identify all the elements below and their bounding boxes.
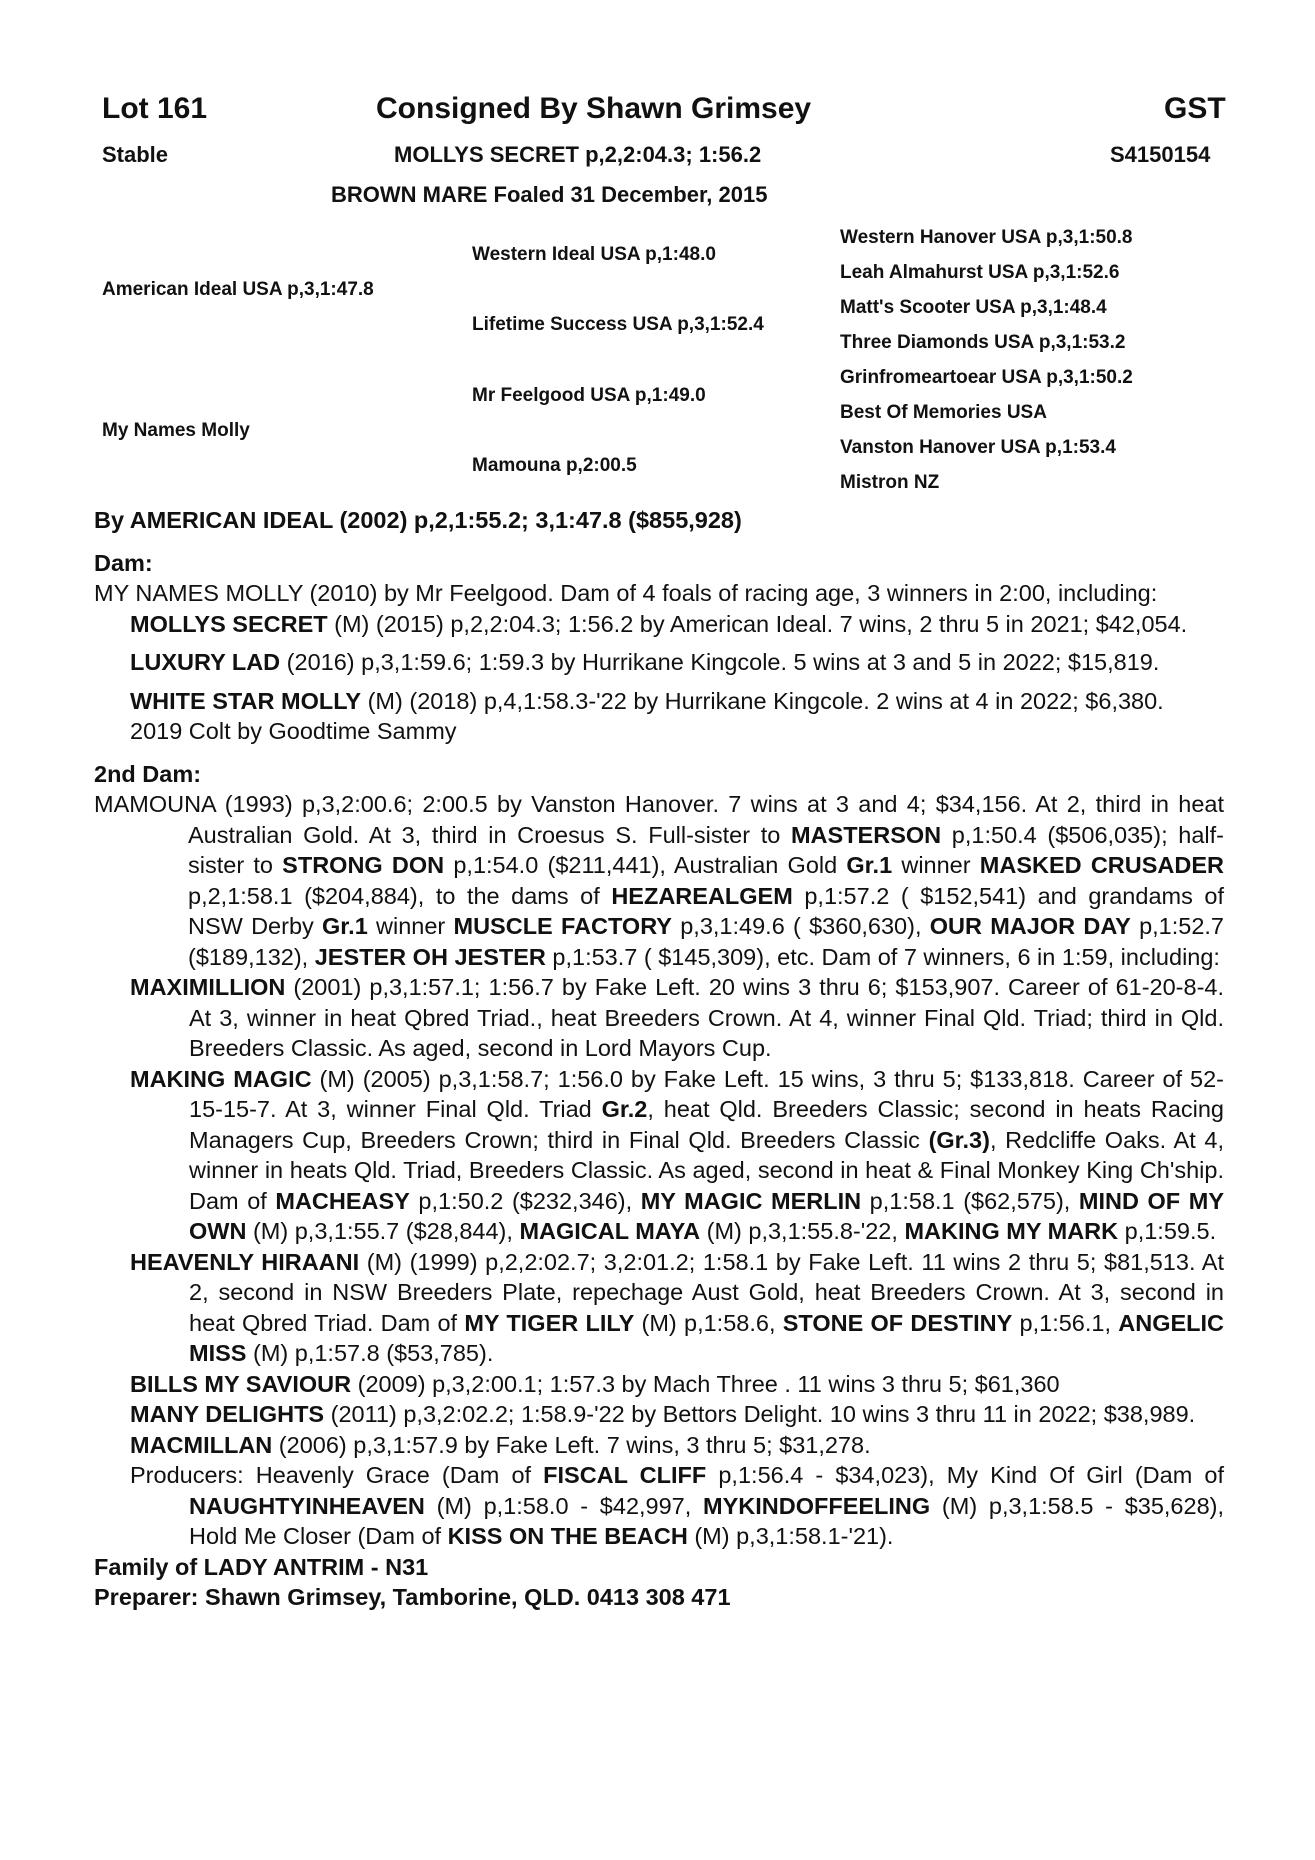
text-run: (M) p,3,1:55.7 ($28,844),	[246, 1218, 520, 1244]
bold-name-run: FISCAL CLIFF	[543, 1462, 707, 1488]
pedigree-sire-sire: Western Ideal USA p,1:48.0	[472, 244, 716, 265]
bold-name-run: Gr.1	[322, 913, 368, 939]
bold-name-run: HEAVENLY HIRAANI	[130, 1248, 360, 1275]
pedigree-sire: American Ideal USA p,3,1:47.8	[102, 279, 374, 300]
bold-name-run: MASKED CRUSADER	[979, 852, 1224, 878]
bold-name-run: OUR MAJOR DAY	[929, 913, 1131, 939]
bold-name-run: MAKING MAGIC	[130, 1065, 312, 1092]
text-run: (M) p,1:58.6,	[634, 1309, 783, 1336]
bold-name-run: MAXIMILLION	[130, 974, 286, 1000]
foal-name: MOLLYS SECRET	[130, 610, 328, 637]
second-dam-intro	[94, 789, 1224, 972]
bold-name-run: JESTER OH JESTER	[314, 943, 546, 970]
bold-name-run: MACMILLAN	[130, 1431, 273, 1458]
pedigree-gen3-1: Western Hanover USA p,3,1:50.8	[840, 227, 1133, 248]
preparer-line: Preparer: Shawn Grimsey, Tamborine, QLD. 0413 308 471	[94, 1584, 731, 1610]
bold-name-run: (Gr.3)	[928, 1126, 990, 1153]
offspring-entry	[130, 1399, 1224, 1430]
text-run: (2011) p,3,2:02.2; 1:58.9-'22 by Bettors Delight. 10 wins 3 thru 11 in 2022; $38,989.	[324, 1401, 1196, 1427]
text-run: MAMOUNA (1993) p,3,2:00.6; 2:00.5 by Vanston Hanover. 7 wins at 3 and 4; $34,156. At 2, third in heat Australian Gold. At 3, third in Croesus S. Full-sister to	[94, 791, 1224, 848]
pedigree-gen3-2: Leah Almahurst USA p,3,1:52.6	[840, 262, 1120, 283]
producers-entry	[130, 1460, 1224, 1552]
text-run: p,1:50.4 ($506,035); half-sister to	[188, 821, 1224, 878]
text-run: p,1:57.2 ( $152,541) and grandams of NSW Derby	[188, 882, 1224, 939]
dam-heading: Dam:	[94, 549, 153, 576]
bold-name-run: MY MAGIC MERLIN	[640, 1187, 862, 1214]
text-run: p,1:53.7 ( $145,309), etc. Dam of 7 winners, 6 in 1:59, including:	[545, 943, 1220, 970]
bold-name-run: HEZAREALGEM	[611, 882, 793, 909]
foal-details: (2016) p,3,1:59.6; 1:59.3 by Hurrikane Kingcole. 5 wins at 3 and 5 in 2022; $15,819.	[280, 649, 1160, 675]
text-run: (2006) p,3,1:57.9 by Fake Left. 7 wins, 3 thru 5; $31,278.	[272, 1431, 871, 1458]
foal-entry	[130, 609, 1224, 640]
foal-details: (M) (2018) p,4,1:58.3-'22 by Hurrikane Kingcole. 2 wins at 4 in 2022; $6,380.	[361, 687, 1164, 714]
pedigree-dam-sire: Mr Feelgood USA p,1:49.0	[472, 385, 706, 406]
bold-name-run: KISS ON THE BEACH	[447, 1523, 688, 1549]
pedigree-gen3-3: Matt's Scooter USA p,3,1:48.4	[840, 297, 1107, 318]
gst-label: GST	[1164, 92, 1226, 125]
text-run: winner	[892, 852, 980, 878]
text-run: , heat Qld. Breeders Classic; second in heats Racing Managers Cup, Breeders Crown; third in Final Qld. Breeders Classic	[189, 1096, 1224, 1153]
offspring-entry	[130, 1369, 1224, 1400]
pedigree-sire-dam: Lifetime Success USA p,3,1:52.4	[472, 314, 764, 335]
bold-name-run: MY TIGER LILY	[464, 1309, 635, 1336]
bold-name-run: MASTERSON	[790, 821, 942, 848]
bold-name-run: STRONG DON	[282, 852, 445, 878]
pedigree-dam: My Names Molly	[102, 420, 250, 441]
sire-line: By AMERICAN IDEAL (2002) p,2,1:55.2; 3,1:47.8 ($855,928)	[94, 507, 742, 533]
bold-name-run: MIND OF MY OWN	[189, 1187, 1224, 1244]
second-dam-heading: 2nd Dam:	[94, 760, 202, 787]
text-run: p,1:58.1 ($62,575),	[861, 1187, 1079, 1214]
lot-number: Lot 161	[102, 92, 208, 125]
horse-name-line: MOLLYS SECRET p,2,2:04.3; 1:56.2	[394, 142, 762, 167]
bold-name-run: MYKINDOFFEELING	[703, 1492, 931, 1519]
consignor-title: Consigned By Shawn Grimsey	[376, 92, 812, 125]
text-run: p,2,1:58.1 ($204,884), to the dams of	[188, 882, 612, 909]
foal-details: (M) (2015) p,2,2:04.3; 1:56.2 by American Ideal. 7 wins, 2 thru 5 in 2021; $42,054.	[327, 610, 1188, 637]
text-run: (2001) p,3,1:57.1; 1:56.7 by Fake Left. 20 wins 3 thru 6; $153,907. Career of 61-20-8-4. At 3, winner in heat Qbred Triad., heat Breeders Crown. At 4, winner Final Qld. Triad; third in Qld. Breeders Classic. As aged, second in Lord Mayors Cup.	[189, 974, 1224, 1061]
family-line: Family of LADY ANTRIM - N31	[94, 1553, 429, 1580]
text-run: (M) p,3,1:58.5 - $35,628), Hold Me Closer (Dam of	[189, 1492, 1224, 1549]
pedigree-dam-dam: Mamouna p,2:00.5	[472, 455, 637, 476]
text-run: (M) (2005) p,3,1:58.7; 1:56.0 by Fake Left. 15 wins, 3 thru 5; $133,818. Career of 52-15-15-7. At 3, winner Final Qld. Triad	[189, 1065, 1224, 1122]
text-run: p,1:59.5.	[1118, 1218, 1217, 1244]
horse-description: BROWN MARE Foaled 31 December, 2015	[331, 182, 768, 207]
text-run: , Redcliffe Oaks. At 4, winner in heats Qld. Triad, Breeders Classic. As aged, second in heat & Final Monkey King Ch'ship. Dam of	[189, 1126, 1224, 1214]
pedigree-gen3-8: Mistron NZ	[840, 472, 940, 493]
foal-entry	[130, 686, 1224, 717]
text-run: p,1:54.0 ($211,441), Australian Gold	[444, 852, 847, 878]
bold-name-run: MAKING MY MARK	[904, 1218, 1119, 1244]
bold-name-run: NAUGHTYINHEAVEN	[189, 1492, 425, 1519]
text-run: (M) (1999) p,2,2:02.7; 3,2:01.2; 1:58.1 by Fake Left. 11 wins 2 thru 5; $81,513. At 2, second in NSW Breeders Plate, repechage Aust Gold, heat Breeders Crown. At 3, second in heat Qbred Triad. Dam of	[189, 1248, 1224, 1336]
pedigree-gen3-6: Best Of Memories USA	[840, 402, 1047, 423]
pedigree-gen3-4: Three Diamonds USA p,3,1:53.2	[840, 332, 1126, 353]
bold-name-run: MUSCLE FACTORY	[453, 913, 672, 939]
colt-entry: 2019 Colt by Goodtime Sammy	[130, 718, 457, 744]
catalogue-body	[94, 505, 1224, 1613]
bold-name-run: MAGICAL MAYA	[519, 1218, 701, 1244]
bold-name-run: Gr.2	[601, 1096, 648, 1122]
bold-name-run: MANY DELIGHTS	[130, 1401, 325, 1427]
dam-intro: MY NAMES MOLLY (2010) by Mr Feelgood. Dam of 4 foals of racing age, 3 winners in 2:00, including:	[94, 580, 1158, 606]
pedigree-gen3-7: Vanston Hanover USA p,1:53.4	[840, 437, 1116, 458]
text-run: (M) p,3,1:55.8-'22,	[700, 1218, 905, 1244]
offspring-entry	[130, 1064, 1224, 1247]
text-run: (M) p,3,1:58.1-'21).	[687, 1523, 894, 1549]
bold-name-run: STONE OF DESTINY	[782, 1309, 1013, 1336]
text-run: (M) p,1:57.8 ($53,785).	[246, 1340, 494, 1366]
foal-name: WHITE STAR MOLLY	[130, 687, 362, 714]
text-run: p,1:56.1,	[1012, 1309, 1119, 1336]
foal-entry	[130, 647, 1224, 678]
foal-name: LUXURY LAD	[130, 649, 281, 675]
text-run: (2009) p,3,2:00.1; 1:57.3 by Mach Three . 11 wins 3 thru 5; $61,360	[351, 1370, 1060, 1397]
offspring-entry	[130, 1430, 1224, 1461]
text-run: p,1:50.2 ($232,346),	[409, 1187, 641, 1214]
text-run: Producers: Heavenly Grace (Dam of	[130, 1462, 544, 1488]
text-run: (M) p,1:58.0 - $42,997,	[424, 1492, 704, 1519]
id-code: S4150154	[1110, 142, 1211, 167]
text-run: p,1:56.4 - $34,023), My Kind Of Girl (Dam of	[706, 1462, 1224, 1488]
text-run: p,3,1:49.6 ( $360,630),	[671, 913, 930, 939]
bold-name-run: BILLS MY SAVIOUR	[130, 1370, 352, 1397]
text-run: p,1:52.7 ($189,132),	[188, 913, 1225, 970]
bold-name-run: ANGELIC MISS	[189, 1309, 1224, 1366]
bold-name-run: MACHEASY	[275, 1187, 410, 1214]
bold-name-run: Gr.1	[846, 852, 893, 878]
stable-label: Stable	[102, 142, 169, 167]
offspring-entry	[130, 1247, 1224, 1369]
offspring-entry	[130, 972, 1224, 1064]
pedigree-gen3-5: Grinfromeartoear USA p,3,1:50.2	[840, 367, 1133, 388]
text-run: winner	[367, 913, 454, 939]
